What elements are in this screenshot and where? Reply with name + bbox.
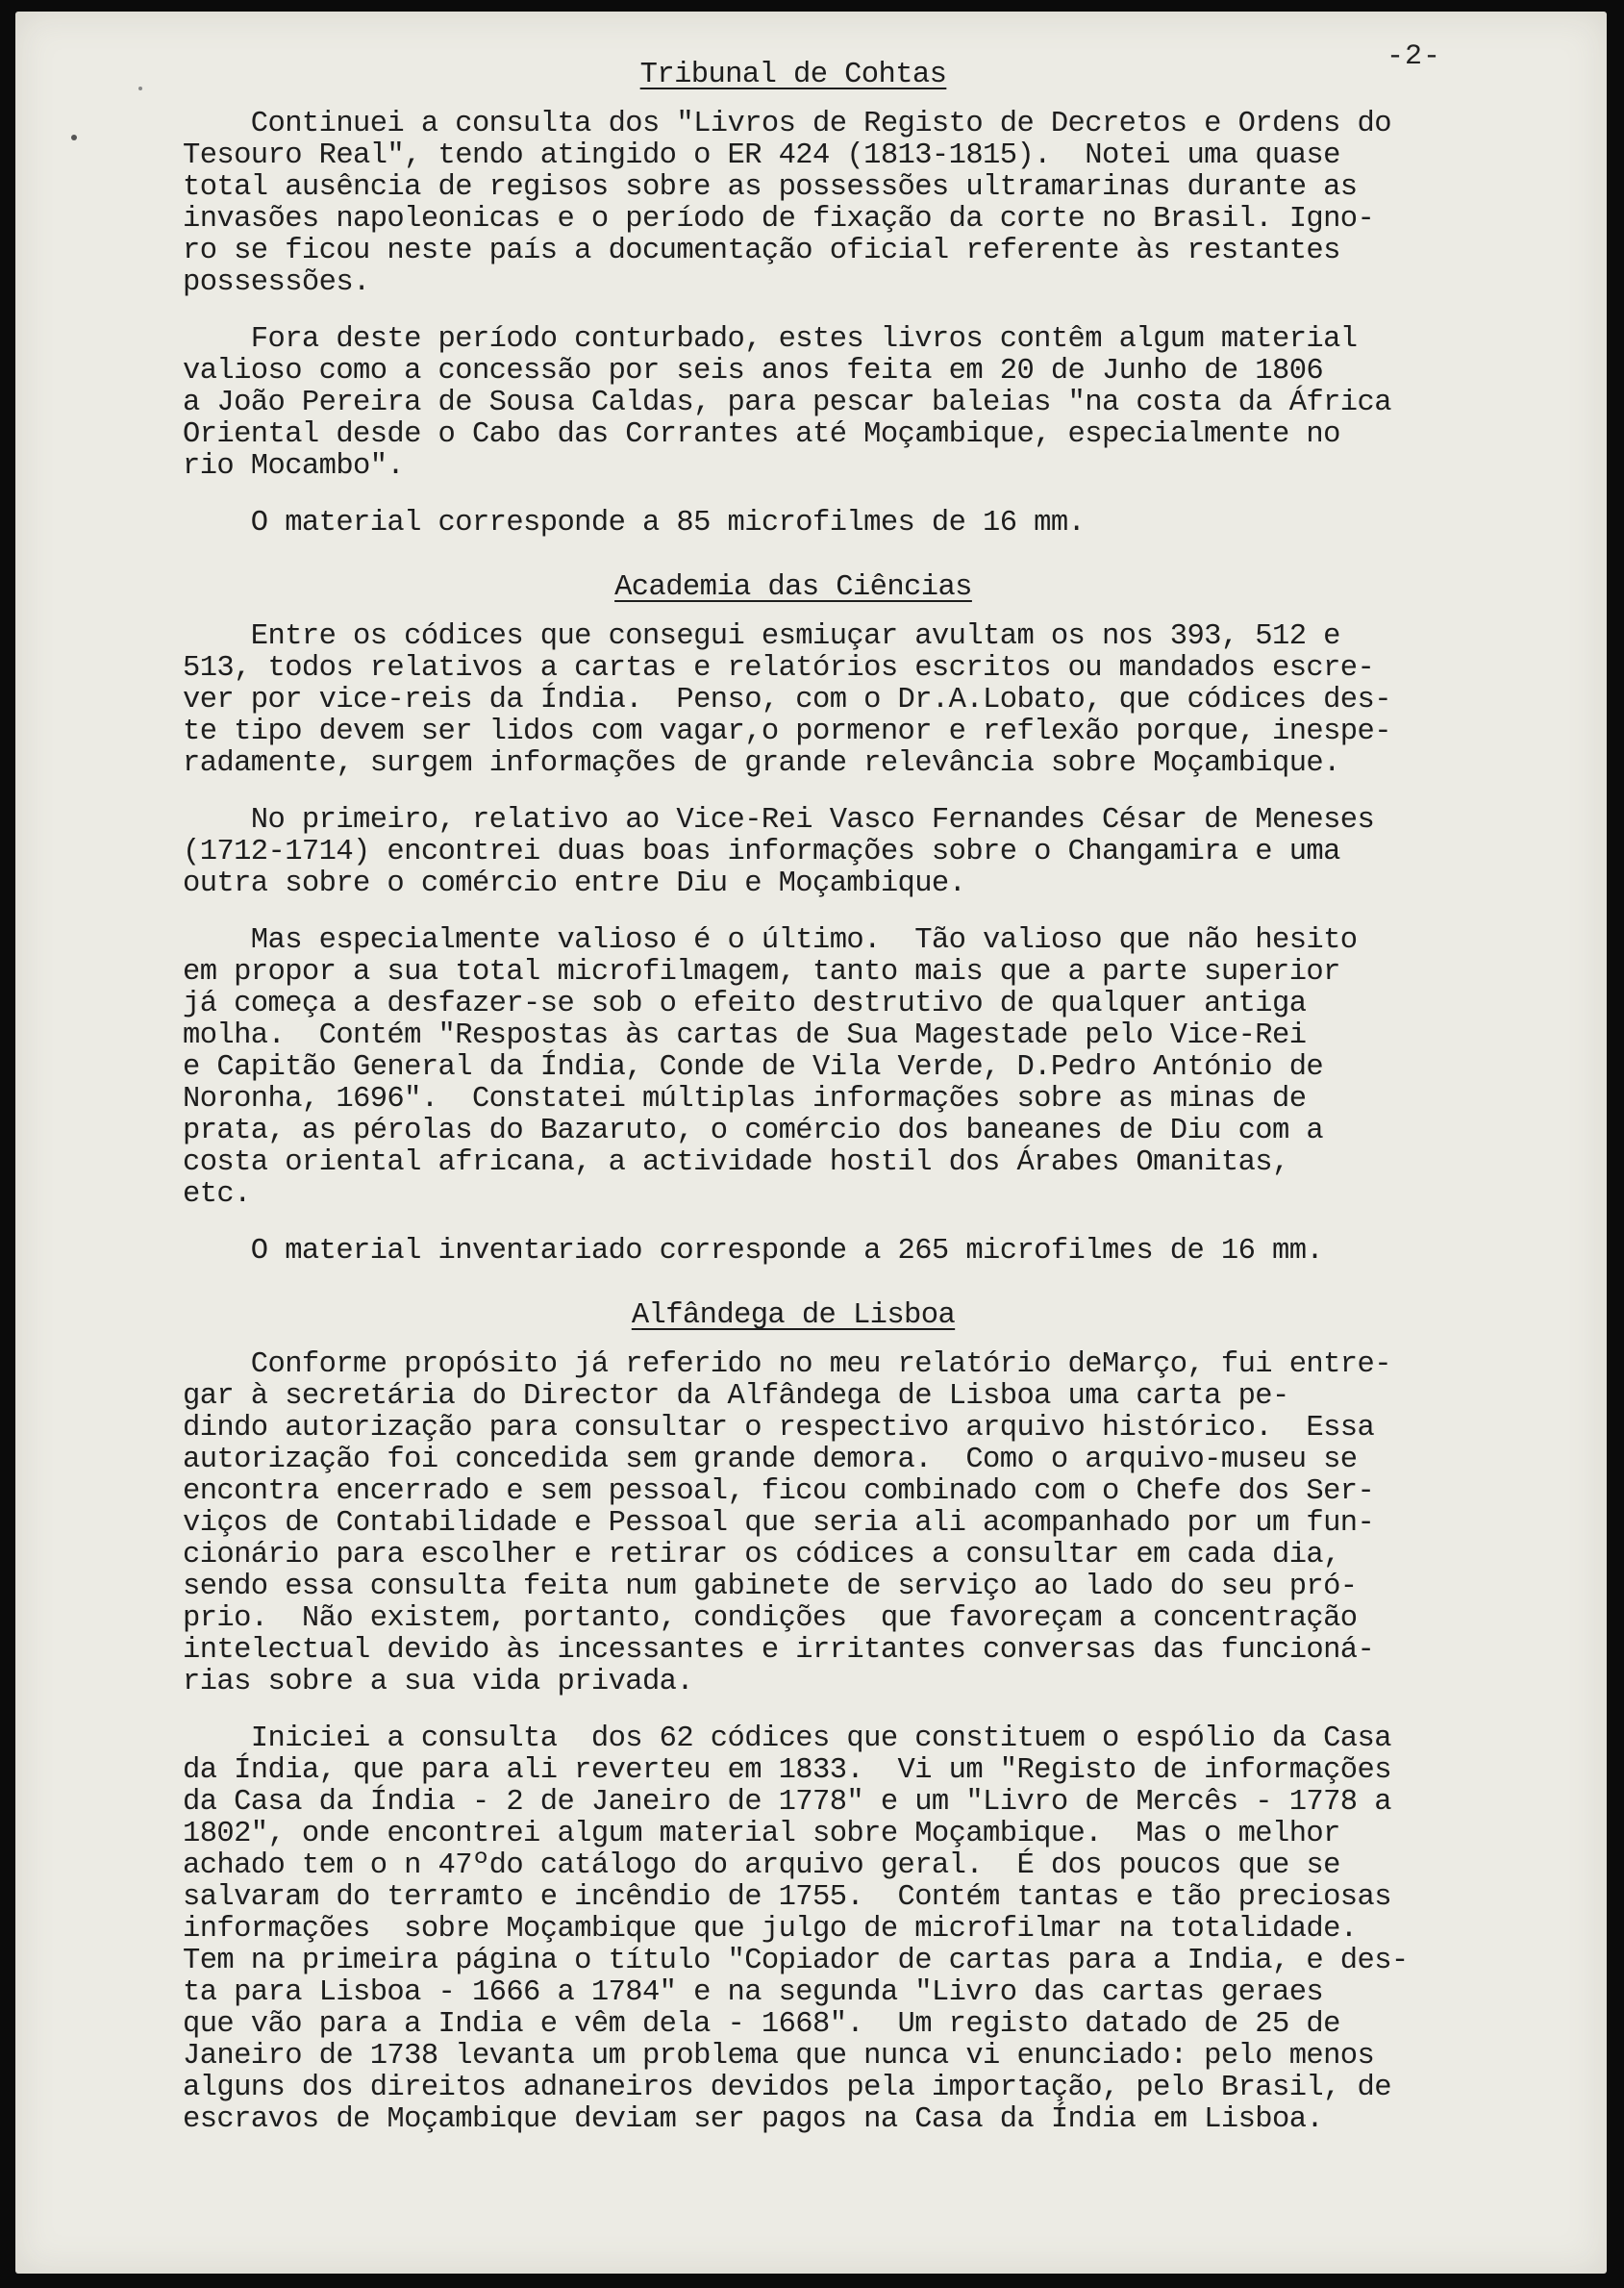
document-body: [183, 60, 1587, 2136]
paragraph: O material corresponde a 85 microfilmes de 16 mm.: [183, 507, 1086, 540]
section-title-alfandega: Alfândega de Lisboa: [631, 1299, 956, 1332]
paragraph: Entre os códices que consegui esmiuçar avultam os nos 393, 512 e 513, todos relativos a cartas e relatórios escritos ou mandados escre- ver por vice-reis da Índia. Penso, com o Dr.A.Lobato, que códices des- te tipo devem ser lidos com vagar,o pormenor e reflexão porque, inespe- radamente, surgem informações de grande relevância sobre Moçambique.: [183, 620, 1391, 780]
paragraph: Fora deste período conturbado, estes livros contêm algum material valioso como a concessão por seis anos feita em 20 de Junho de 1806 a João Pereira de Sousa Caldas, para pescar baleias "na costa da África Oriental desde o Cabo das Corrantes até Moçambique, especialmente no rio Mocambo".: [183, 323, 1391, 483]
paragraph: Conforme propósito já referido no meu relatório deMarço, fui entre- gar à secretária do Director da Alfândega de Lisboa uma carta pe- dindo autorização para consultar o respectivo arquivo histórico. Essa autorização foi concedida sem grande demora. Como o arquivo-museu se encontra encerrado e sem pessoal, ficou combinado com o Chefe dos Ser- viços de Contabilidade e Pessoal que seria ali acompanhado por um fun- cionário para escolher e retirar os códices a consultar em cada dia, sendo essa consulta feita num gabinete de serviço ao lado do seu pró- prio. Não existem, portanto, condições que favoreçam a concentração intelectual devido às incessantes e irritantes conversas das funcioná- rias sobre a sua vida privada.: [183, 1348, 1391, 1698]
paragraph: Mas especialmente valioso é o último. Tão valioso que não hesito em propor a sua total microfilmagem, tanto mais que a parte superior já começa a desfazer-se sob o efeito destrutivo de qualquer antiga molha. Contém "Respostas às cartas de Sua Magestade pelo Vice-Rei e Capitão General da Índia, Conde de Vila Verde, D.Pedro António de Noronha, 1696". Constatei múltiplas informações sobre as minas de prata, as pérolas do Bazaruto, o comércio dos baneanes de Diu com a costa oriental africana, a actividade hostil dos Árabes Omanitas, etc.: [183, 924, 1358, 1211]
punch-hole-mark: [71, 135, 77, 140]
section-title-tribunal: Tribunal de Cohtas: [639, 59, 947, 91]
punch-hole-mark: [138, 87, 142, 90]
paragraph: O material inventariado corresponde a 265 microfilmes de 16 mm.: [183, 1235, 1324, 1268]
paragraph: No primeiro, relativo ao Vice-Rei Vasco Fernandes César de Meneses (1712-1714) encontrei duas boas informações sobre o Changamira e uma outra sobre o comércio entre Diu e Moçambique.: [183, 804, 1375, 900]
paragraph: Continuei a consulta dos "Livros de Registo de Decretos e Ordens do Tesouro Real", tendo atingido o ER 424 (1813-1815). Notei uma quase total ausência de regisos sobre as possessões ultramarinas durante as invasões napoleonicas e o período de fixação da corte no Brasil. Igno- ro se ficou neste país a documentação oficial referente às restantes possessões.: [183, 108, 1391, 299]
page-number: -2-: [1386, 40, 1441, 73]
section-title-academia: Academia das Ciências: [614, 571, 972, 604]
paragraph: Iniciei a consulta dos 62 códices que constituem o espólio da Casa da Índia, que para ali reverteu em 1833. Vi um "Registo de informações da Casa da Índia - 2 de Janeiro de 1778" e um "Livro de Mercês - 1778 a 1802", onde encontrei algum material sobre Moçambique. Mas o melhor achado tem o n 47ºdo catálogo do arquivo geral. É dos poucos que se salvaram do terramto e incêndio de 1755. Contém tantas e tão preciosas informações sobre Moçambique que julgo de microfilmar na totalidade. Tem na primeira página o título "Copiador de cartas para a India, e des- ta para Lisboa - 1666 a 1784" e na segunda "Livro das cartas geraes que vão para a India e vêm dela - 1668". Um registo datado de 25 de Janeiro de 1738 levanta um problema que nunca vi enunciado: pelo menos alguns dos direitos adnaneiros devidos pela importação, pelo Brasil, de escravos de Moçambique deviam ser pagos na Casa da Índia em Lisboa.: [183, 1722, 1409, 2136]
